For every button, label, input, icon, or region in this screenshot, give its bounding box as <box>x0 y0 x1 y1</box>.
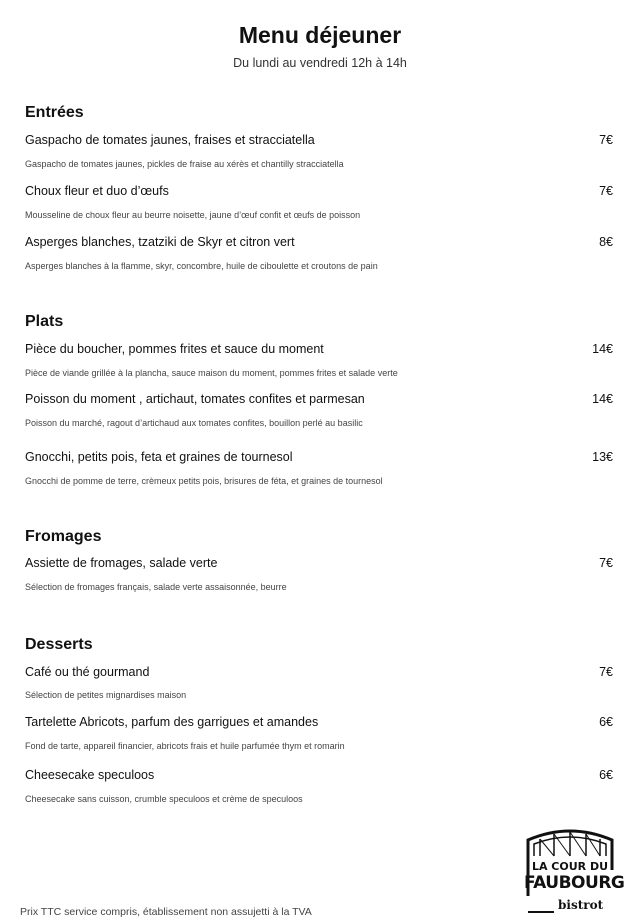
section-title-plats: Plats <box>25 313 64 330</box>
logo-text-line3: bistrot <box>558 898 604 912</box>
menu-item-description: Sélection de petites mignardises maison <box>25 690 187 700</box>
menu-item-price: 6€ <box>599 768 613 782</box>
menu-item-price: 8€ <box>599 235 613 249</box>
menu-item-price: 13€ <box>592 450 613 464</box>
section-title-fromages: Fromages <box>25 528 102 545</box>
page-subtitle: Du lundi au vendredi 12h à 14h <box>233 56 407 70</box>
menu-item-description: Pièce de viande grillée à la plancha, sauce maison du moment, pommes frites et salade verte <box>25 368 398 378</box>
menu-item-name: Choux fleur et duo d’œufs <box>25 184 169 198</box>
menu-item-description: Gaspacho de tomates jaunes, pickles de fraise au xérès et chantilly stracciatella <box>25 159 344 169</box>
logo-text-line1: LA COUR DU <box>531 860 609 873</box>
menu-item-price: 7€ <box>599 184 613 198</box>
menu-item-description: Poisson du marché, ragout d’artichaud aux tomates confites, bouillon perlé au basilic <box>25 418 363 428</box>
menu-item-price: 7€ <box>599 133 613 147</box>
footer-note: Prix TTC service compris, établissement non assujetti à la TVA <box>20 906 312 918</box>
menu-item-price: 7€ <box>599 665 613 679</box>
menu-item-price: 7€ <box>599 556 613 570</box>
section-title-desserts: Desserts <box>25 636 93 653</box>
menu-item-name: Poisson du moment , artichaut, tomates confites et parmesan <box>25 392 365 406</box>
menu-item-price: 14€ <box>592 342 613 356</box>
menu-item-name: Gaspacho de tomates jaunes, fraises et stracciatella <box>25 133 315 147</box>
menu-item-name: Pièce du boucher, pommes frites et sauce du moment <box>25 342 324 356</box>
menu-item-name: Gnocchi, petits pois, feta et graines de tournesol <box>25 450 293 464</box>
page-title: Menu déjeuner <box>238 22 402 48</box>
menu-item-name: Cheesecake speculoos <box>25 768 155 782</box>
menu-item-description: Asperges blanches à la flamme, skyr, concombre, huile de ciboulette et croutons de pain <box>25 261 378 271</box>
section-title-entrees: Entrées <box>25 104 84 121</box>
menu-item-price: 14€ <box>592 392 613 406</box>
menu-item-description: Mousseline de choux fleur au beurre noisette, jaune d’œuf confit et œufs de poisson <box>25 210 361 220</box>
menu-item-name: Asperges blanches, tzatziki de Skyr et citron vert <box>25 235 295 249</box>
menu-item-price: 6€ <box>599 715 613 729</box>
menu-item-name: Tartelette Abricots, parfum des garrigues et amandes <box>25 715 319 729</box>
menu-item-name: Café ou thé gourmand <box>25 665 150 679</box>
logo-text-line2: FAUBOURG <box>524 873 625 893</box>
menu-item-description: Sélection de fromages français, salade verte assaisonnée, beurre <box>25 582 287 592</box>
menu-item-name: Assiette de fromages, salade verte <box>25 556 218 570</box>
menu-item-description: Cheesecake sans cuisson, crumble speculoos et crème de speculoos <box>25 794 303 804</box>
menu-item-description: Fond de tarte, appareil financier, abricots frais et huile parfumée thym et romarin <box>25 741 345 751</box>
bistrot-logo <box>524 826 625 918</box>
menu-item-description: Gnocchi de pomme de terre, crèmeux petits pois, brisures de féta, et graines de tournesol <box>25 476 383 486</box>
